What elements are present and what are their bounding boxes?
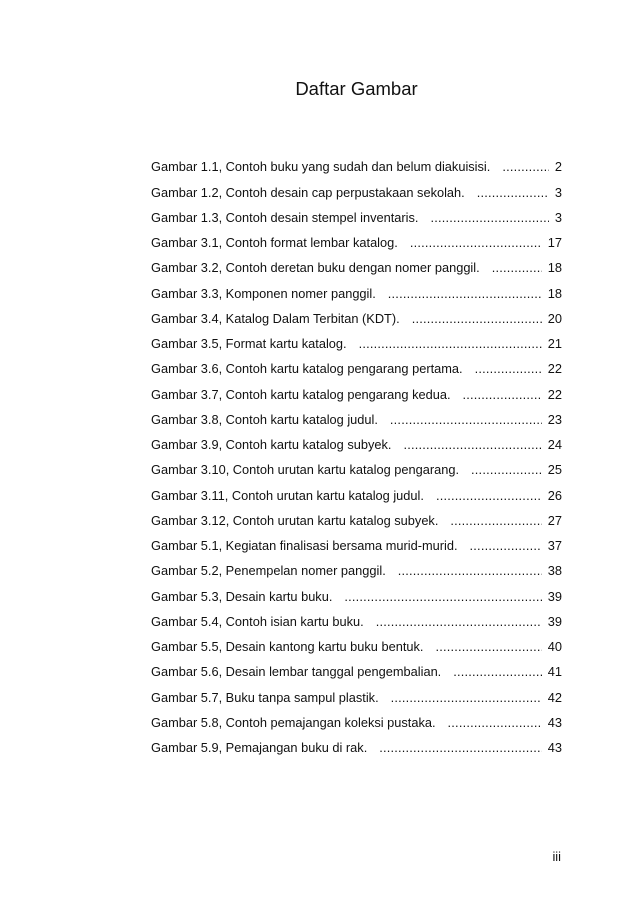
dot-leader (359, 331, 542, 356)
figure-entry (151, 685, 562, 710)
dot-leader (477, 180, 549, 205)
figure-caption: Gambar 3.12, Contoh urutan kartu katalog subyek. (151, 512, 439, 528)
figure-entry (151, 710, 562, 735)
dot-leader (471, 457, 542, 482)
figure-page-number: 23 (547, 411, 562, 427)
figure-caption: Gambar 3.3, Komponen nomer panggil. (151, 285, 376, 301)
figure-page-number: 17 (547, 235, 562, 251)
figure-caption: Gambar 5.7, Buku tanpa sampul plastik. (151, 689, 379, 705)
figure-entry (151, 659, 562, 684)
figure-page-number: 3 (554, 209, 562, 225)
figure-caption: Gambar 5.8, Contoh pemajangan koleksi pustaka. (151, 714, 436, 730)
figure-caption: Gambar 1.2, Contoh desain cap perpustakaan sekolah. (151, 184, 465, 200)
figure-caption: Gambar 5.6, Desain lembar tanggal pengembalian. (151, 664, 442, 680)
figure-page-number: 40 (547, 639, 562, 655)
figure-page-number: 39 (547, 588, 562, 604)
figure-caption: Gambar 3.2, Contoh deretan buku dengan nomer panggil. (151, 260, 480, 276)
figure-caption: Gambar 5.3, Desain kartu buku. (151, 588, 333, 604)
figure-entry (151, 634, 562, 659)
figure-caption: Gambar 1.3, Contoh desain stempel inventaris. (151, 209, 419, 225)
dot-leader (463, 382, 542, 407)
dot-leader (390, 407, 542, 432)
figure-caption: Gambar 3.10, Contoh urutan kartu katalog pengarang. (151, 462, 460, 478)
dot-leader (379, 735, 542, 760)
dot-leader (398, 558, 542, 583)
list-of-figures (151, 154, 562, 760)
page-title: Daftar Gambar (295, 78, 418, 99)
figure-entry (151, 609, 562, 634)
dot-leader (388, 281, 542, 306)
figure-page-number: 3 (554, 184, 562, 200)
dot-leader (430, 205, 548, 230)
figure-entry (151, 331, 562, 356)
figure-entry (151, 180, 562, 205)
figure-entry (151, 457, 562, 482)
figure-page-number: 39 (547, 613, 562, 629)
figure-entry (151, 584, 562, 609)
figure-page-number: 18 (547, 260, 562, 276)
figure-entry (151, 205, 562, 230)
dot-leader (502, 154, 549, 179)
figure-page-number: 22 (547, 386, 562, 402)
figure-page-number: 24 (547, 437, 562, 453)
figure-entry (151, 407, 562, 432)
figure-page-number: 26 (547, 487, 562, 503)
figure-caption: Gambar 3.11, Contoh urutan kartu katalog judul. (151, 487, 424, 503)
figure-page-number: 41 (547, 664, 562, 680)
dot-leader (475, 356, 542, 381)
figure-entry (151, 483, 562, 508)
figure-page-number: 25 (547, 462, 562, 478)
dot-leader (412, 306, 542, 331)
figure-page-number: 20 (547, 310, 562, 326)
figure-page-number: 22 (547, 361, 562, 377)
dot-leader (470, 533, 542, 558)
figure-entry (151, 306, 562, 331)
figure-caption: Gambar 5.4, Contoh isian kartu buku. (151, 613, 364, 629)
figure-caption: Gambar 5.5, Desain kantong kartu buku bentuk. (151, 639, 424, 655)
figure-caption: Gambar 3.8, Contoh kartu katalog judul. (151, 411, 378, 427)
dot-leader (450, 508, 541, 533)
figure-caption: Gambar 3.7, Contoh kartu katalog pengarang kedua. (151, 386, 451, 402)
figure-entry (151, 154, 562, 179)
dot-leader (410, 230, 542, 255)
dot-leader (403, 432, 541, 457)
figure-entry (151, 558, 562, 583)
figure-page-number: 43 (547, 740, 562, 756)
figure-entry (151, 382, 562, 407)
figure-page-number: 2 (554, 159, 562, 175)
dot-leader (376, 609, 542, 634)
figure-caption: Gambar 3.6, Contoh kartu katalog pengarang pertama. (151, 361, 463, 377)
figure-caption: Gambar 5.2, Penempelan nomer panggil. (151, 563, 386, 579)
page-number: iii (552, 849, 561, 864)
dot-leader (448, 710, 542, 735)
figure-caption: Gambar 5.9, Pemajangan buku di rak. (151, 740, 368, 756)
dot-leader (435, 634, 541, 659)
figure-caption: Gambar 3.5, Format kartu katalog. (151, 336, 347, 352)
figure-entry (151, 255, 562, 280)
dot-leader (453, 659, 542, 684)
figure-entry (151, 230, 562, 255)
figure-caption: Gambar 3.1, Contoh format lembar katalog. (151, 235, 398, 251)
figure-page-number: 43 (547, 714, 562, 730)
figure-entry (151, 508, 562, 533)
figure-page-number: 38 (547, 563, 562, 579)
figure-caption: Gambar 5.1, Kegiatan finalisasi bersama murid-murid. (151, 538, 458, 554)
figure-page-number: 21 (547, 336, 562, 352)
figure-entry (151, 356, 562, 381)
figure-entry (151, 533, 562, 558)
dot-leader (391, 685, 542, 710)
dot-leader (492, 255, 542, 280)
figure-page-number: 27 (547, 512, 562, 528)
dot-leader (436, 483, 542, 508)
figure-caption: Gambar 1.1, Contoh buku yang sudah dan belum diakuisisi. (151, 159, 491, 175)
dot-leader (344, 584, 541, 609)
figure-caption: Gambar 3.9, Contoh kartu katalog subyek. (151, 437, 392, 453)
figure-entry (151, 281, 562, 306)
figure-entry (151, 735, 562, 760)
figure-page-number: 18 (547, 285, 562, 301)
figure-caption: Gambar 3.4, Katalog Dalam Terbitan (KDT). (151, 310, 400, 326)
figure-entry (151, 432, 562, 457)
figure-page-number: 42 (547, 689, 562, 705)
figure-page-number: 37 (547, 538, 562, 554)
